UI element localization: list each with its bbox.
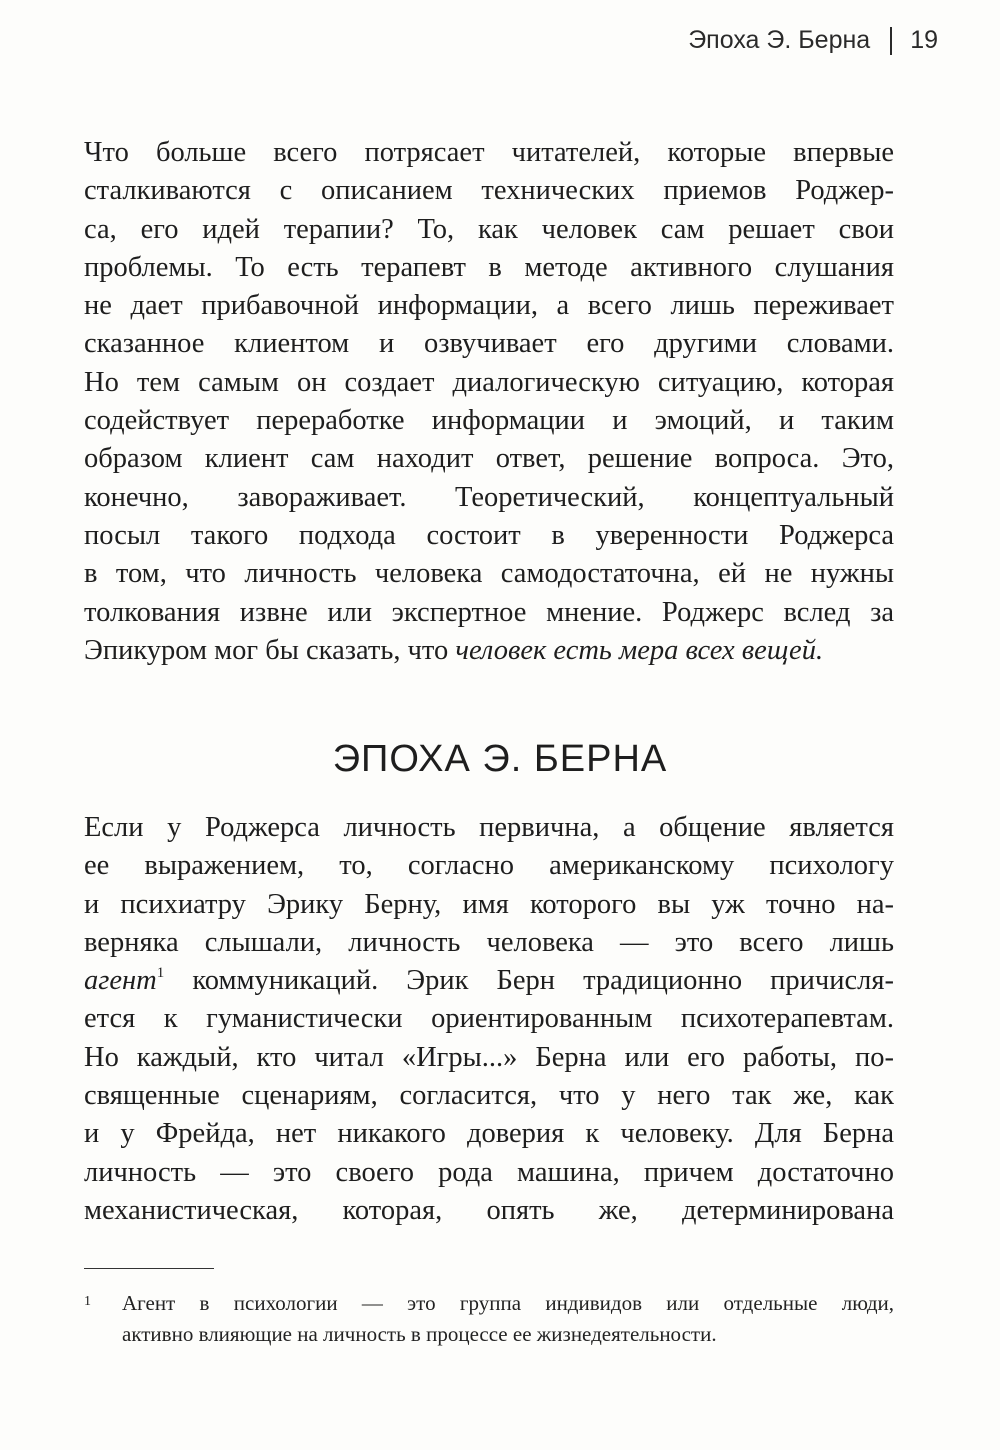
text-line-last — [84, 632, 894, 670]
text-line: в том, что личность человека самодостаточна, ей не нужны — [84, 558, 894, 590]
text-line: верняка слышали, личность человека — это всего лишь — [84, 926, 894, 958]
text-line: Если у Роджерса личность первична, а общение является — [84, 812, 894, 843]
text-line: толкования извне или экспертное мнение. Роджерс вслед за — [84, 596, 894, 628]
text-line: и психиатру Эрику Берну, имя которого вы уж точно на- — [84, 888, 894, 920]
page-number: 19 — [910, 26, 938, 54]
footnote-line: активно влияющие на личность в процессе ее жизнедеятельности. — [122, 1322, 717, 1346]
text-line: Но тем самым он создает диалогическую ситуацию, которая — [84, 366, 894, 398]
running-title: Эпоха Э. Берна — [688, 26, 871, 54]
footnote-divider — [84, 1268, 214, 1269]
text-line: содействует переработке информации и эмоций, и таким — [84, 405, 894, 437]
footnote-mark: 1 — [84, 1294, 91, 1309]
italic-emphasis: человек есть мера всех вещей. — [455, 634, 824, 666]
text-line: механистическая, которая, опять же, детерминирована — [84, 1194, 894, 1226]
text-line: са, его идей терапии? То, как человек сам решает свои — [84, 213, 894, 245]
running-header — [688, 26, 938, 55]
text-line: проблемы. То есть терапевт в методе активного слушания — [84, 251, 894, 283]
text-line-agent — [84, 962, 894, 1000]
text-line: и у Фрейда, нет никакого доверия к человеку. Для Берна — [84, 1118, 894, 1150]
section-heading: ЭПОХА Э. БЕРНА — [332, 738, 668, 780]
text-line: священные сценариям, согласится, что у него так же, как — [84, 1080, 894, 1112]
text-line: Но каждый, кто читал «Игры...» Берна или его работы, по- — [84, 1041, 894, 1073]
text-line: ется к гуманистически ориентированным психотерапевтам. — [84, 1003, 894, 1035]
paragraph-berne — [84, 809, 894, 1230]
text-line: не дает прибавочной информации, а всего лишь переживает — [84, 290, 894, 322]
text-line: сказанное клиентом и озвучивает его другими словами. — [84, 328, 894, 360]
paragraph-rogers — [84, 134, 894, 670]
footnote-reference[interactable]: 1 — [156, 965, 165, 982]
footnote — [84, 1288, 894, 1350]
text-line: конечно, завораживает. Теоретический, концептуальный — [84, 481, 894, 513]
header-separator — [890, 27, 892, 55]
text-line: Что больше всего потрясает читателей, которые впервые — [84, 137, 894, 168]
text-line: сталкиваются с описанием технических приемов Роджер- — [84, 175, 894, 207]
text-line: образом клиент сам находит ответ, решение вопроса. Это, — [84, 443, 894, 475]
text-line: ее выражением, то, согласно американскому психологу — [84, 850, 894, 882]
text-run: Эпикуром мог бы сказать, что — [84, 634, 456, 666]
footnote-line: Агент в психологии — это группа индивидов или отдельные люди, — [122, 1291, 894, 1315]
text-run: коммуникаций. Эрик Берн традиционно причисля- — [164, 965, 894, 997]
italic-term-agent: агент — [84, 965, 157, 997]
footnote-body — [122, 1288, 894, 1350]
text-line: личность — это своего рода машина, причем достаточно — [84, 1156, 894, 1188]
text-line: посыл такого подхода состоит в уверенности Роджерса — [84, 519, 894, 551]
